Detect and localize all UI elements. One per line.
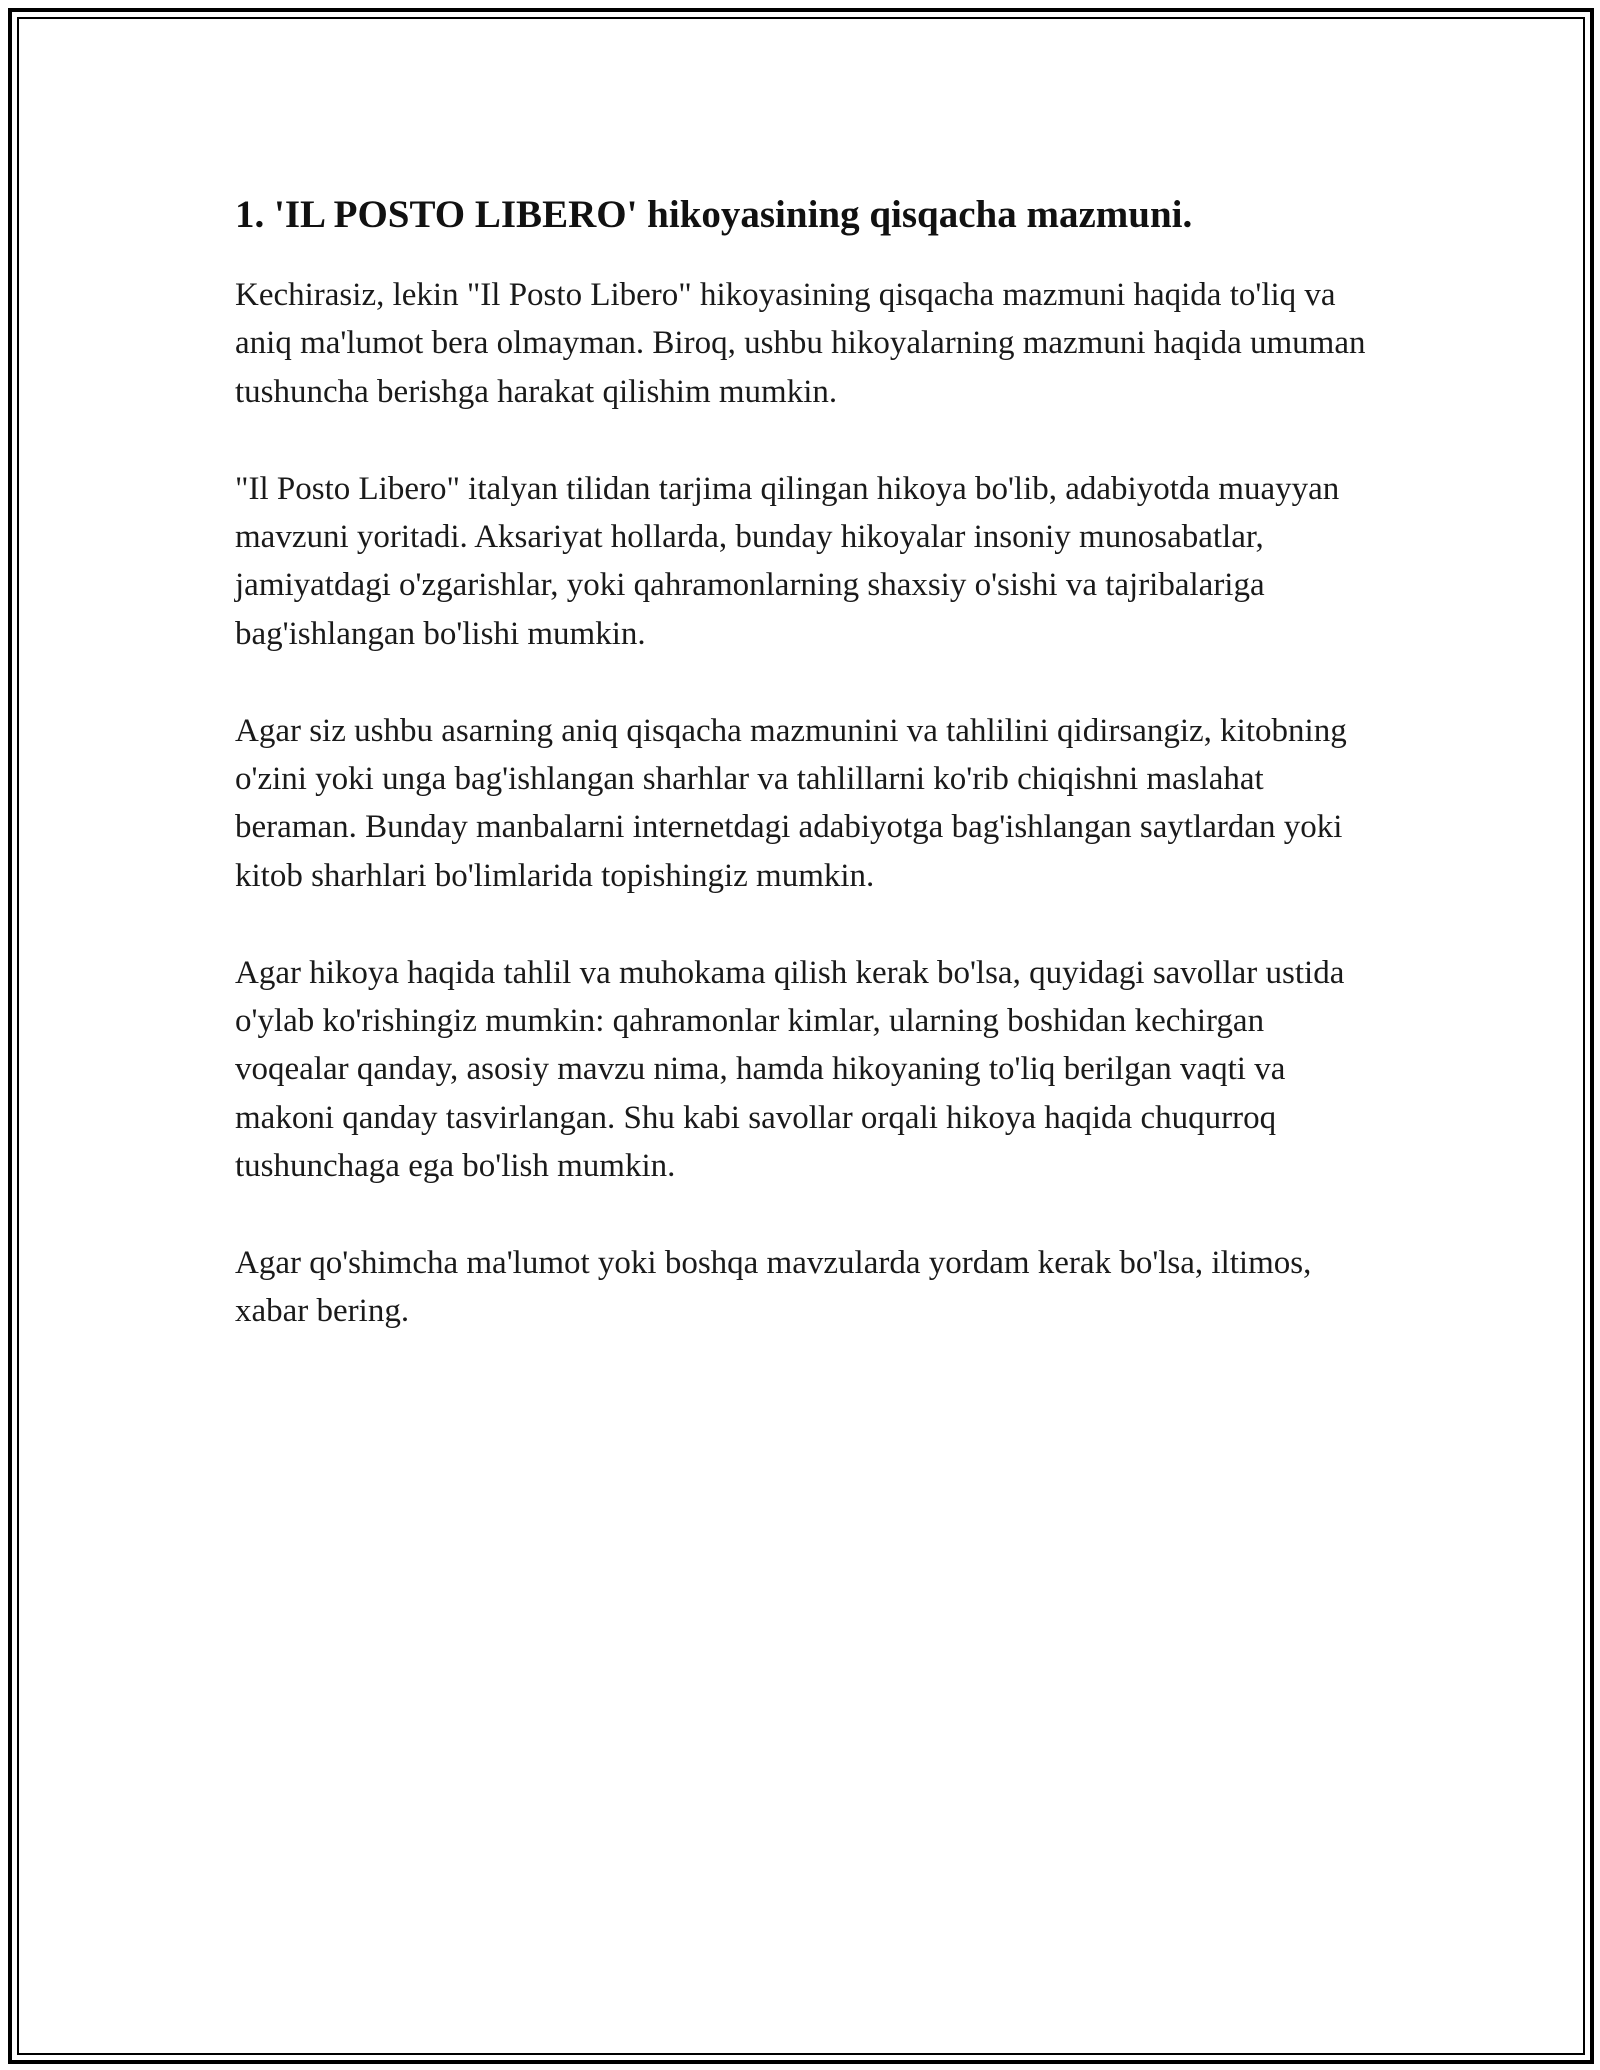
paragraph-2: "Il Posto Libero" italyan tilidan tarjima qilingan hikoya bo'lib, adabiyotda muayyan mavzuni yoritadi. Aksariyat hollarda, bunday hikoyalar insoniy munosabatlar, jamiyatdagi o'zgarishlar, yoki qahramonlarning shaxsiy o'sishi va tajribalariga bag'ishlangan bo'lishi mumkin.: [235, 470, 1340, 652]
paragraph-4: Agar hikoya haqida tahlil va muhokama qilish kerak bo'lsa, quyidagi savollar ustida o'ylab ko'rishingiz mumkin: qahramonlar kimlar, ularning boshidan kechirgan voqealar qanday, asosiy mavzu nima, hamda hikoyaning to'liq berilgan vaqti va makoni qanday tasvirlangan. Shu kabi savollar orqali hikoya haqida chuqurroq tushunchaga ega bo'lish mumkin.: [235, 954, 1345, 1185]
paragraph-3: Agar siz ushbu asarning aniq qisqacha mazmunini va tahlilini qidirsangiz, kitobning o'zini yoki unga bag'ishlangan sharhlar va tahlillarni ko'rib chiqishni maslahat beraman. Bunday manbalarni internetdagi adabiyotga bag'ishlangan saytlardan yoki kitob sharhlari bo'limlarida topishingiz mumkin.: [235, 712, 1347, 894]
document-heading: 1. 'IL POSTO LIBERO' hikoyasining qisqacha mazmuni.: [235, 193, 1193, 236]
paragraph-5: Agar qo'shimcha ma'lumot yoki boshqa mavzularda yordam kerak bo'lsa, iltimos, xabar bering.: [235, 1245, 1312, 1330]
paragraph-1: Kechirasiz, lekin "Il Posto Libero" hikoyasining qisqacha mazmuni haqida to'liq va aniq ma'lumot bera olmayman. Biroq, ushbu hikoyalarning mazmuni haqida umuman tushuncha berishga harakat qilishim mumkin.: [235, 277, 1366, 410]
document-body: [235, 185, 1385, 1384]
